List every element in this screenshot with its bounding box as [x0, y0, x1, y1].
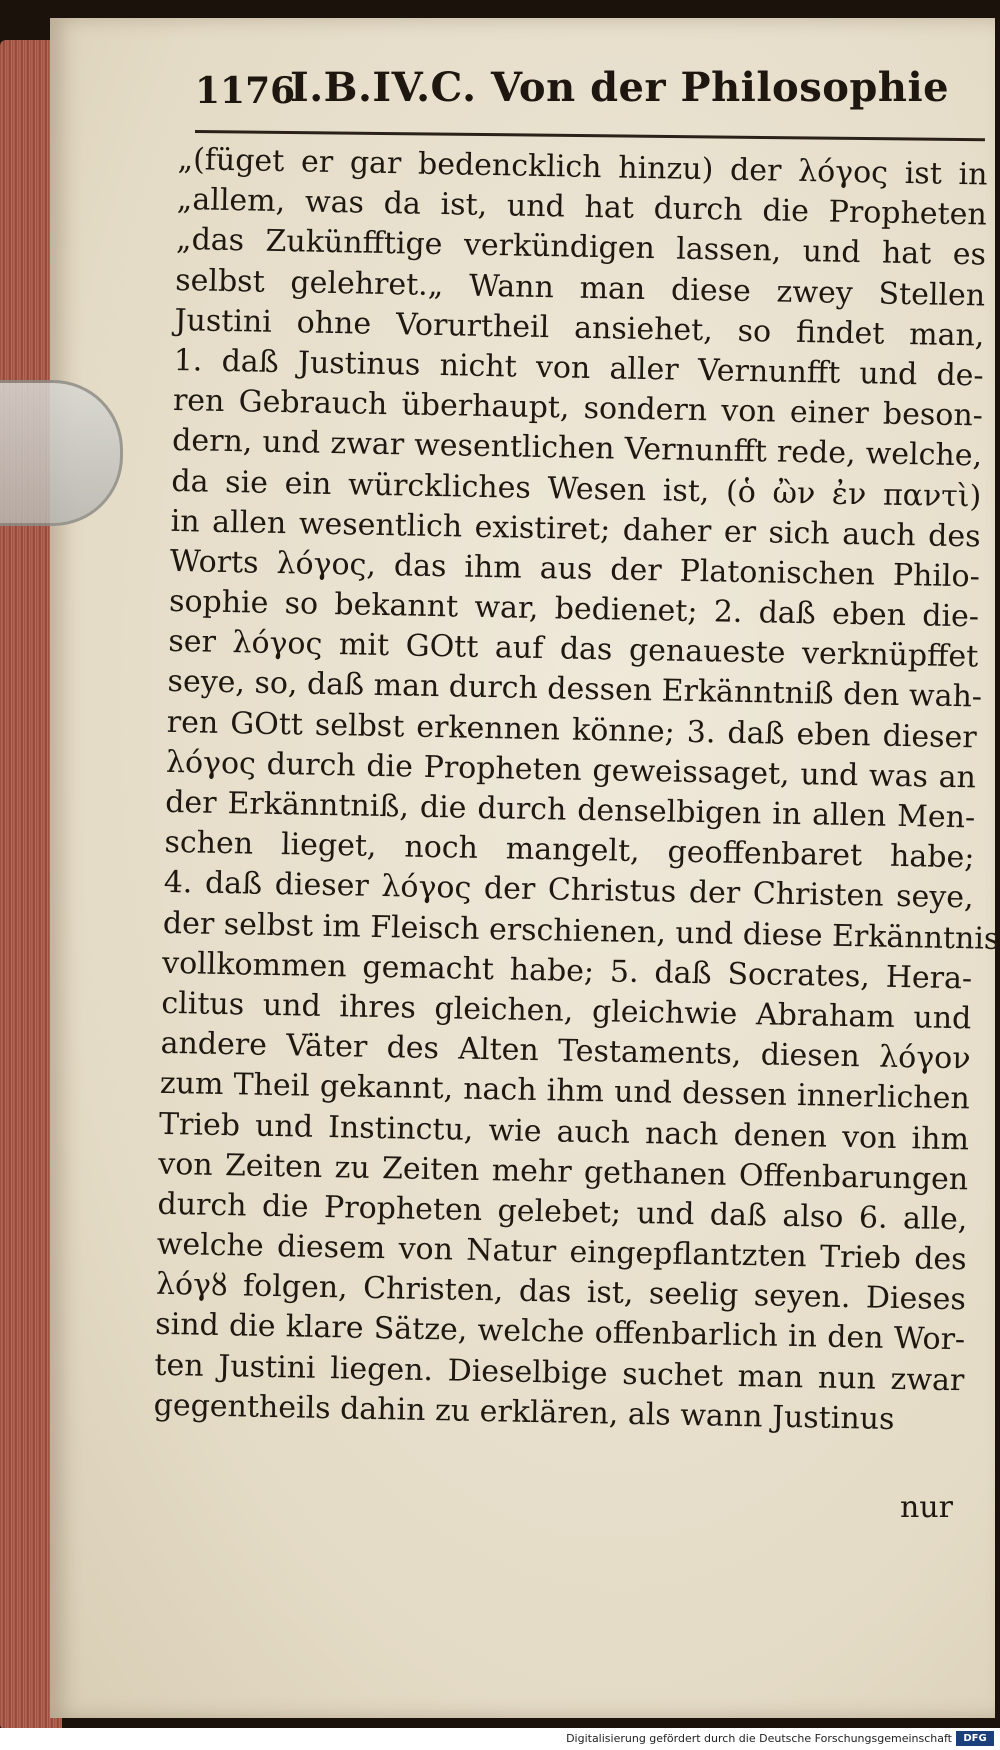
text-line: clitus und ihres gleichen, gleichwie Abraham und [161, 985, 972, 1037]
footer-bar [0, 1728, 1000, 1750]
running-head [195, 60, 985, 130]
text-line: zum Theil gekannt, nach ihm und dessen innerlichen [159, 1066, 971, 1117]
text-line: λόγȣ folgen, Christen, das ist, seelig seyen. Dieses [155, 1267, 967, 1318]
text-line: da sie ein würckliches Wesen ist, (ὁ ὢν ἐν παντὶ) [171, 463, 982, 514]
text-line: ren GOtt selbst erkennen könne; 3. daß eben dieser [166, 704, 978, 756]
text-line: selbst gelehret.„ Wann man diese zwey Stellen [174, 262, 986, 314]
running-head-title: I.B.IV.C. Von der Philosophie [290, 64, 950, 111]
page-number: 1176 [195, 70, 296, 112]
text-line: Justini ohne Vorurtheil ansiehet, so findet man, [174, 302, 985, 354]
text-line: durch die Propheten gelebet; und daß also 6. alle, [157, 1186, 968, 1238]
text-line: in allen wesentlich existiret; daher er sich auch des [170, 503, 981, 555]
text-line: ren Gebrauch überhaupt, sondern von einer beson- [172, 383, 984, 434]
text-line: Worts λόγος, das ihm aus der Platonischen Philo- [169, 543, 981, 595]
text-line: schen lieget, noch mangelt, geoffenbaret habe; [164, 825, 975, 876]
footer-credit: Digitalisierung gefördert durch die Deutsche Forschungsgemeinschaft [566, 1732, 952, 1745]
body-text [153, 140, 1000, 1441]
text-line: sophie so bekannt war, bedienet; 2. daß eben die- [168, 583, 980, 635]
text-line: ser λόγος mit GOtt auf das genaueste verknüpffet [168, 624, 979, 675]
text-line: sind die klare Sätze, welche offenbarlich in den Wor- [154, 1307, 966, 1358]
text-line: dern, und zwar wesentlichen Vernunfft rede, welche, [171, 423, 983, 474]
text-line: ten Justini liegen. Dieselbige suchet man nun zwar [154, 1347, 965, 1398]
text-line: der Erkänntniß, die durch denselbigen in allen Men- [164, 784, 976, 836]
text-line: Trieb und Instinctu, wie auch nach denen von ihm [158, 1106, 970, 1157]
text-line: seye, so, daß man durch dessen Erkänntniß den wah- [167, 664, 983, 715]
text-line: der selbst im Fleisch erschienen, und diese Erkänntnis [162, 905, 1000, 957]
text-line: andere Väter des Alten Testaments, diesen λόγον [160, 1025, 971, 1077]
dfg-logo: DFG [956, 1731, 994, 1746]
text-line: „das Zukünfftige verkündigen lassen, und hat es [175, 222, 987, 273]
text-line: λόγος durch die Propheten geweissaget, und was an [165, 744, 977, 796]
text-line: „allem, was da ist, und hat durch die Propheten [176, 182, 988, 233]
text-line: 1. daß Justinus nicht von aller Vernunfft und de- [173, 342, 984, 394]
text-line: vollkommen gemacht habe; 5. daß Socrates, Hera- [161, 945, 973, 997]
text-line: welche diesem von Natur eingepflantzten Trieb des [156, 1226, 967, 1278]
text-line: „(füget er gar bedencklich hinzu) der λόγος ist in [177, 141, 988, 193]
text-line: von Zeiten zu Zeiten mehr gethanen Offenbarungen [158, 1146, 969, 1198]
text-line: 4. daß dieser λόγος der Christus der Christen seye, [163, 865, 974, 916]
text-line: gegentheils dahin zu erklären, als wann Justinus [153, 1387, 895, 1437]
catchword: nur [900, 1490, 953, 1525]
